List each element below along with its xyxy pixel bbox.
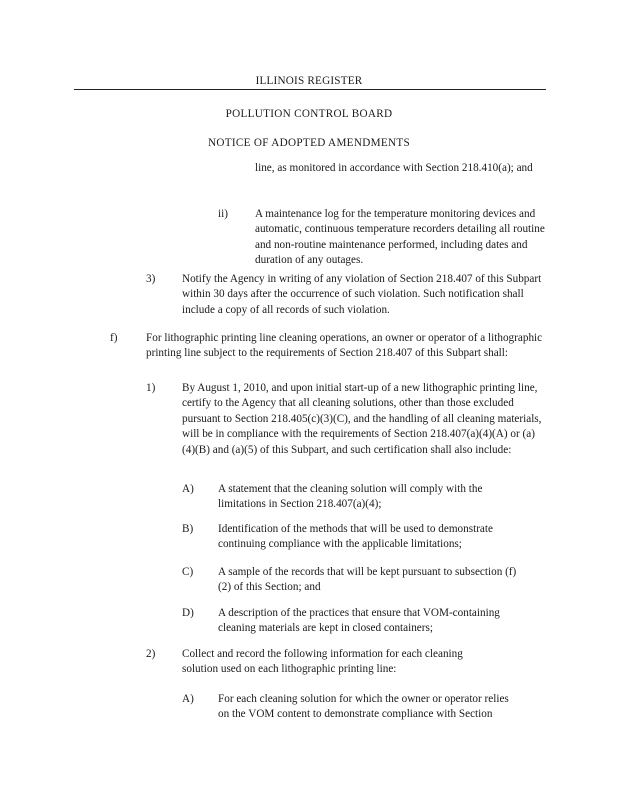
- item-f2-text: Collect and record the following information for each cleaning solution used on each lithographic printing line:: [182, 648, 463, 676]
- item-f1C-marker: C): [182, 566, 194, 578]
- item-f1-text: By August 1, 2010, and upon initial start-up of a new lithographic printing line, certify to the Agency that all cleaning solutions, other than those excluded pursuant to Section 218.405(c)(3)(C), and the handling of all cleaning materials, will be in compliance with the requirements of Section 218.407(a)(4)(A) or (a)(4)(B) and (a)(5) of this Subpart, and such certification shall also include:: [182, 382, 542, 456]
- notice-title: NOTICE OF ADOPTED AMENDMENTS: [207, 137, 410, 149]
- item-f2-marker: 2): [146, 648, 156, 660]
- item-f1A-marker: A): [182, 483, 194, 495]
- header-rule: [74, 89, 546, 90]
- item-f1D-text: A description of the practices that ensure that VOM-containing cleaning materials are kept in closed containers;: [218, 607, 500, 635]
- item-f1B-text: Identification of the methods that will be used to demonstrate continuing compliance with the applicable limitations;: [218, 523, 493, 551]
- item-f1D-marker: D): [182, 607, 194, 619]
- item-f-text: For lithographic printing line cleaning operations, an owner or operator of a lithographic printing line subject to the requirements of Section 218.407 of this Subpart shall:: [146, 332, 543, 360]
- item-f1-marker: 1): [146, 382, 156, 394]
- register-title: ILLINOIS REGISTER: [255, 75, 363, 87]
- item-ii-text: A maintenance log for the temperature monitoring devices and automatic, continuous temperature recorders detailing all routine and non-routine maintenance performed, including dates and duration of any outages.: [255, 208, 545, 267]
- item-f1A-text: A statement that the cleaning solution will comply with the limitations in Section 218.407(a)(4);: [218, 483, 483, 511]
- continued-paragraph: line, as monitored in accordance with Section 218.410(a); and: [255, 162, 533, 174]
- board-title: POLLUTION CONTROL BOARD: [225, 108, 393, 120]
- item-f2A-text: For each cleaning solution for which the owner or operator relies on the VOM content to demonstrate compliance with Section: [218, 693, 509, 721]
- item-f-marker: f): [110, 332, 118, 344]
- item-f1C-text: A sample of the records that will be kept pursuant to subsection (f)(2) of this Section; and: [218, 566, 517, 594]
- item-f1B-marker: B): [182, 523, 194, 535]
- item-3-text: Notify the Agency in writing of any violation of Section 218.407 of this Subpart within 30 days after the occurrence of such violation. Such notification shall include a copy of all records of such violation.: [182, 273, 542, 316]
- item-ii-marker: ii): [218, 208, 228, 220]
- item-f2A-marker: A): [182, 693, 194, 705]
- item-3-marker: 3): [146, 273, 156, 285]
